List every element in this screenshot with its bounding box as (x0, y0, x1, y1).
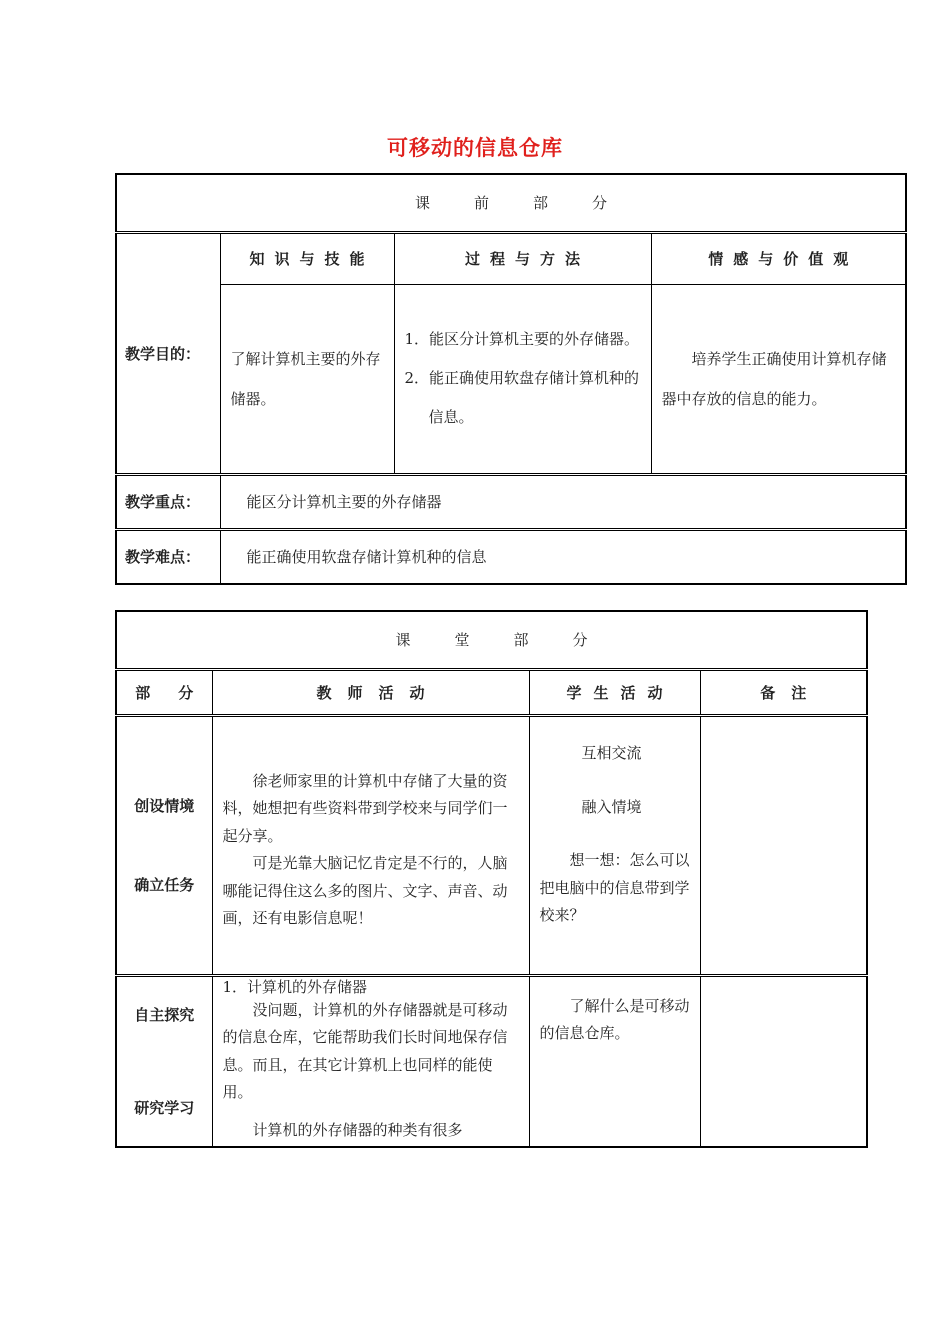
note-cell-2 (700, 975, 867, 1147)
teacher-cell-1 (212, 715, 529, 975)
part-cell-1 (116, 715, 212, 975)
header-emotion: 情 感 与 价 值 观 (651, 232, 906, 284)
header-knowledge: 知 识 与 技 能 (220, 232, 394, 284)
header-note: 备 注 (700, 669, 867, 715)
key-point-text: 能区分计算机主要的外存储器 (220, 474, 906, 529)
in-class-table (115, 610, 868, 1148)
student-activity: 想一想：怎么可以把电脑中的信息带到学校来？ (539, 851, 690, 925)
teacher-paragraph: 徐老师家里的计算机中存储了大量的资料，她想把有些资料带到学校来与同学们一起分享。 (222, 771, 508, 845)
student-cell-2 (529, 975, 700, 1147)
teacher-paragraph: 没问题，计算机的外存储器就是可移动的信息仓库，它能帮助我们长时间地保存信息。而且，在其它计算机上也同样的能使用。 (222, 1000, 508, 1101)
process-item-2: 2．能正确使用软盘存储计算机种的信息。 (404, 369, 640, 426)
part-situation: 创设情境 (134, 797, 195, 815)
key-point-label: 教学重点： (116, 474, 220, 529)
process-list (394, 284, 651, 474)
part-research: 研究学习 (134, 1099, 195, 1118)
teacher-paragraph: 计算机的外存储器的种类有很多 (252, 1120, 463, 1139)
knowledge-text: 了解计算机主要的外存储器。 (220, 284, 394, 474)
header-part: 部 分 (116, 669, 212, 715)
header-teacher: 教 师 活 动 (212, 669, 529, 715)
student-activity: 了解什么是可移动的信息仓库。 (539, 996, 690, 1042)
difficult-point-text: 能正确使用软盘存储计算机种的信息 (220, 529, 906, 584)
student-cell-1 (529, 715, 700, 975)
teacher-cell-2 (212, 975, 529, 1147)
part-cell-2 (116, 975, 212, 1147)
teacher-heading: 1．计算机的外存储器 (222, 977, 368, 996)
note-cell-1 (700, 715, 867, 975)
page-title: 可移动的信息仓库 (387, 136, 563, 160)
emotion-text: 培养学生正确使用计算机存储器中存放的信息的能力。 (651, 284, 906, 474)
header-process: 过 程 与 方 法 (394, 232, 651, 284)
header-student: 学 生 活 动 (529, 669, 700, 715)
goal-label: 教学目的： (116, 232, 220, 474)
difficult-point-label: 教学难点： (116, 529, 220, 584)
pre-class-section-title: 课 前 部 分 (116, 174, 906, 232)
in-class-section-title: 课 堂 部 分 (116, 611, 867, 669)
student-activity: 融入情境 (581, 797, 642, 816)
pre-class-table (115, 173, 907, 585)
teacher-paragraph: 可是光靠大脑记忆肯定是不行的，人脑哪能记得住这么多的图片、文字、声音、动画，还有电影信息呢！ (222, 854, 508, 927)
student-activity: 互相交流 (581, 744, 642, 763)
process-item-1: 1．能区分计算机主要的外存储器。 (404, 330, 640, 348)
part-task: 确立任务 (134, 876, 195, 894)
part-explore: 自主探究 (134, 1006, 195, 1025)
